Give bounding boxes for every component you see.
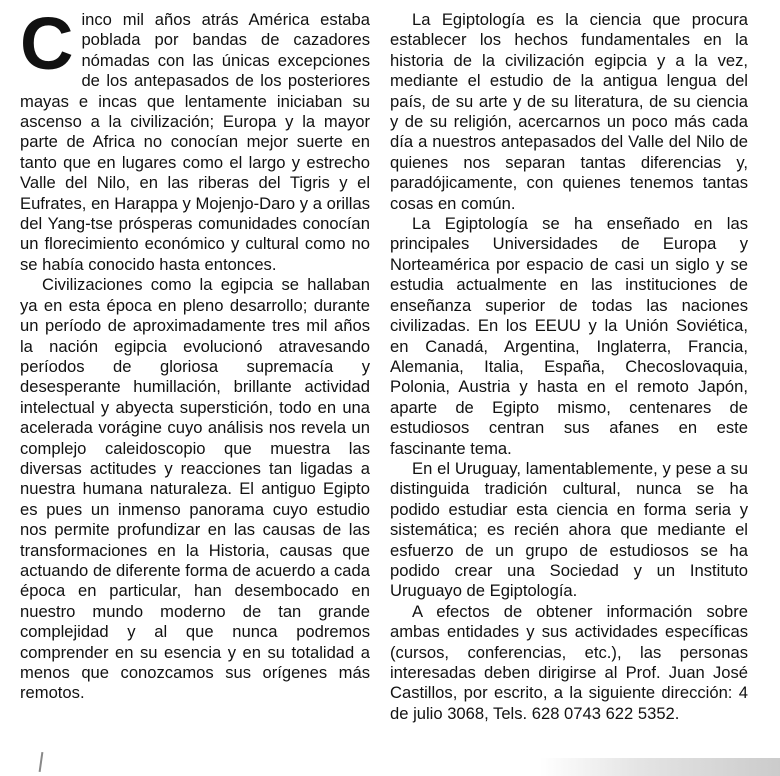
paragraph-egyptology-universities: La Egiptología se ha enseñado en las principales Universidades de Europa y Norteamérica por espacio de casi un siglo y se estudia actualmente en las instituciones de enseñanza superior de todas las naciones civilizadas. En los EEUU y la Unión Soviética, en Canadá, Argentina, Inglaterra, Francia, Alemania, Italia, España, Checoslovaquia, Polonia, Austria y hasta en el remoto Japón, aparte de Egipto mismo, centenares de estudiosos centran sus afanes en este fascinante tema.	[390, 214, 748, 458]
paragraph-intro-text: inco mil años atrás América estaba poblada por bandas de cazadores nómadas con las únicas excepciones de los antepasados de los posteriores mayas e incas que lentamente iniciaban su ascenso a la civilización; Europa y la mayor parte de Africa no conocían mejor suerte en tanto que en lugares como el largo y estrecho Valle del Nilo, en las riberas del Tigris y el Eufrates, en Harappa y Mojenjo-Daro y a orillas del Yang-tse prósperas comunidades conocían un florecimiento económico y cultural como no se había conocido hasta entonces.	[20, 10, 370, 274]
scan-mark	[39, 752, 44, 772]
paragraph-civilizations: Civilizaciones como la egipcia se hallaban ya en esta época en pleno desarrollo; durante un período de aproximadamente tres mil años la nación egipcia evolucionó atravesando períodos de gloriosa supremacía y desesperante humillación, brillante actividad intelectual y abyecta superstición, todo en una acelerada vorágine cuyo análisis nos revela un complejo caleidoscopio que muestra las diversas actitudes y reacciones tan ligadas a nuestra humana naturaleza. El antiguo Egipto es pues un inmenso panorama cuyo estudio nos permite profundizar en las causas de las transformaciones en la Historia, causas que actuando de diferente forma de acuerdo a cada época en particular, han desembocado en nuestro mundo moderno de tan grande complejidad y al que nunca podremos comprender en su esencia y en su totalidad a menos que conozcamos sus orígenes más remotos.	[20, 275, 370, 703]
right-column	[390, 10, 748, 724]
scan-stain	[540, 758, 780, 776]
paragraph-contact: A efectos de obtener información sobre ambas entidades y sus actividades específicas (cursos, conferencias, etc.), las personas interesadas deben dirigirse al Prof. Juan José Castillos, por escrito, a la siguiente dirección: 4 de julio 3068, Tels. 628 0743 622 5352.	[390, 601, 748, 723]
drop-cap: C	[20, 2, 72, 85]
paragraph-intro	[20, 2, 370, 275]
paragraph-uruguay: En el Uruguay, lamentablemente, y pese a su distinguida tradición cultural, nunca se ha podido estudiar esta ciencia en forma seria y sistemática; es recién ahora que mediante el esfuerzo de un grupo de estudiosos se ha podido crear una Sociedad y un Instituto Uruguayo de Egiptología.	[390, 458, 748, 601]
left-column	[20, 2, 370, 704]
paragraph-egyptology-definition: La Egiptología es la ciencia que procura establecer los hechos fundamentales en la historia de la civilización egipcia y a la vez, mediante el estudio de la antigua lengua del país, de su arte y de su literatura, de su ciencia y de su religión, acercarnos un poco más cada día a nuestros antepasados del Valle del Nilo de quienes nos separan tantas diferencias y, paradójicamente, con quienes tenemos tantas cosas en común.	[390, 10, 748, 213]
